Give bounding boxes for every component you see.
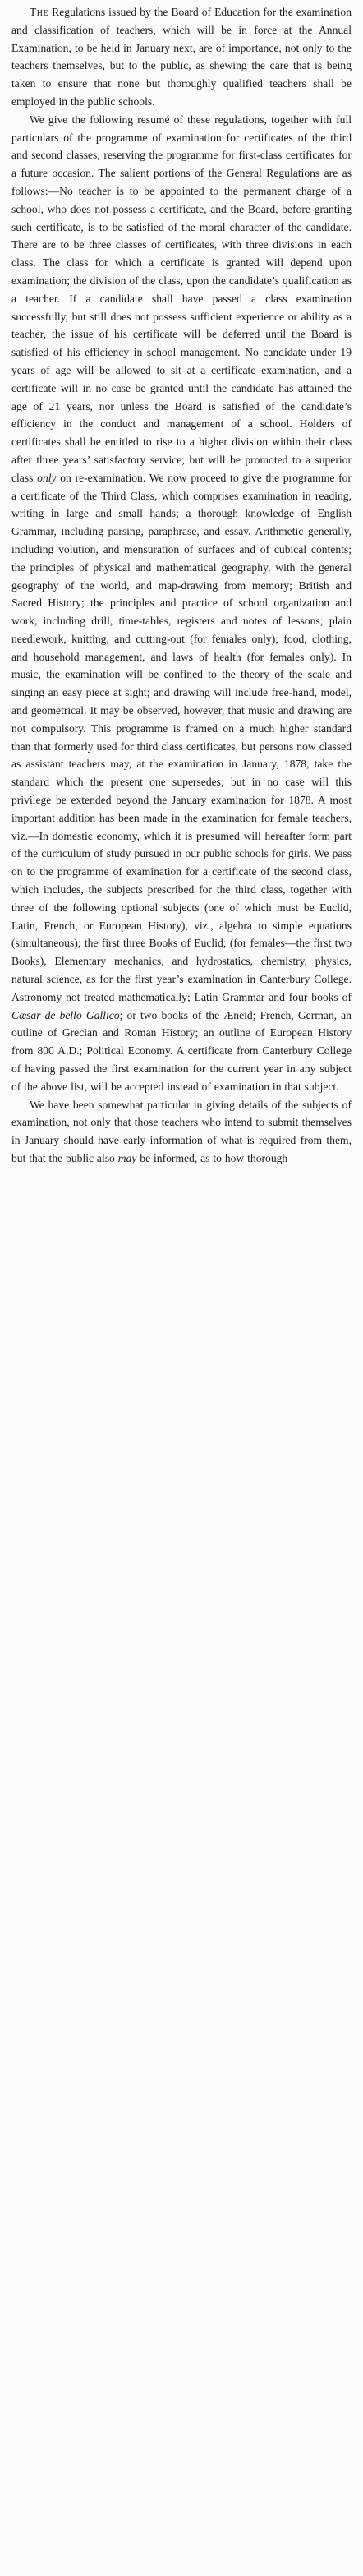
text-run: We have been somewhat particular in giving details of the subjects of examination, not only that those teachers who intend to submit themselves in January should have early information of what is required from them, but that the public also <box>11 1098 352 1164</box>
small-caps-text-run: The <box>30 6 49 18</box>
italic-text-run: only <box>37 471 57 484</box>
paragraph-resume-of-regulations <box>11 111 352 1096</box>
text-run: be informed, as to how thorough <box>136 1152 288 1164</box>
paragraph-closing-remarks <box>11 1096 352 1168</box>
text-run: We give the following resumé of these regulations, together with full particulars of the programme of examination for certificates of the third and second classes, reserving the programme for first-class certificates for a future occasion. The salient portions of the General Regulations are as follows:—No teacher is to be appointed to the permanent charge of a school, who does not possess a certificate, and the Board, before granting such certificate, is to be satisfied of the moral character of the candidate. There are to be three classes of certificates, with three divisions in each class. The class for which a certificate is granted will depend upon examination; the division of the class, upon the candidate’s qualification as a teacher. If a candidate shall have passed a class examination successfully, but still does not possess sufficient experience or ability as a teacher, the issue of his certificate will be deferred until the Board is satisfied of his efficiency in school management. No candidate under 19 years of age will be allowed to sit at a certificate examination, and a certificate will in no case be granted until the candidate has attained the age of 21 years, nor unless the Board is satisfied of the candidate’s efficiency in the conduct and management of a school. Holders of certificates shall be entitled to rise to a higher division within their class after three years’ satisfactory service; but will be promoted to a superior class <box>11 113 352 484</box>
italic-text-run: Cæsar de bello Gallico <box>11 1008 120 1021</box>
paragraph-regulations-intro <box>11 3 352 111</box>
text-run: ; or two books of the Æneid; French, German, an outline of Grecian and Roman History; an outline of European History from 800 A.D.; Political Economy. A certificate from Canterbury College of having passed the first examination for the current year in any subject of the above list, will be accepted instead of examination in that subject. <box>11 1008 352 1093</box>
text-run: Regulations issued by the Board of Education for the examination and classification of teachers, which will be in force at the Annual Examination, to be held in January next, are of importance, not only to the teachers themselves, but to the public, as shewing the care that is being taken to ensure that none but thoroughly qualified teachers shall be employed in the public schools. <box>11 6 352 108</box>
italic-text-run: may <box>117 1152 137 1164</box>
text-run: on re-examination. We now proceed to give the programme for a certificate of the Third Class, which comprises examination in reading, writing in large and small hands; a thorough knowledge of English Grammar, including parsing, paraphrase, and essay. Arithmetic generally, including volution, and mensuration of surfaces and of cubical contents; the principles of physical and mathematical geography, with the general geography of the world, and map-drawing from memory; British and Sacred History; the principles and practice of school organization and work, including drill, time-tables, registers and notes of lessons; plain needlework, knitting, and cutting-out (for females only); food, clothing, and household management, and laws of health (for females only). In music, the examination will be confined to the theory of the scale and singing an easy piece at sight; and drawing will include free-hand, model, and geometrical. It may be observed, however, that music and drawing are not compulsory. This programme is framed on a much higher standard than that formerly used for third class certificates, but persons now classed as assistant teachers may, at the examination in January, 1878, take the standard which the present one supersedes; but in no case will this privilege be extended beyond the January examination for 1878. A most important addition has been made in the examination for female teachers, viz.—In domestic economy, which it is presumed will hereafter form part of the curriculum of study pursued in our public schools for girls. We pass on to the programme of examination for a certificate of the second class, which includes, the subjects prescribed for the third class, together with three of the following optional subjects (one of which must be Euclid, Latin, French, or European History), viz., algebra to simple equations (simultaneous); the first three Books of Euclid; (for females—the first two Books), Elementary mechanics, and hydrostatics, chemistry, physics, natural science, as for the first year’s examination in Canterbury College. Astronomy not treated mathematically; Latin Grammar and four books of <box>11 471 352 1003</box>
